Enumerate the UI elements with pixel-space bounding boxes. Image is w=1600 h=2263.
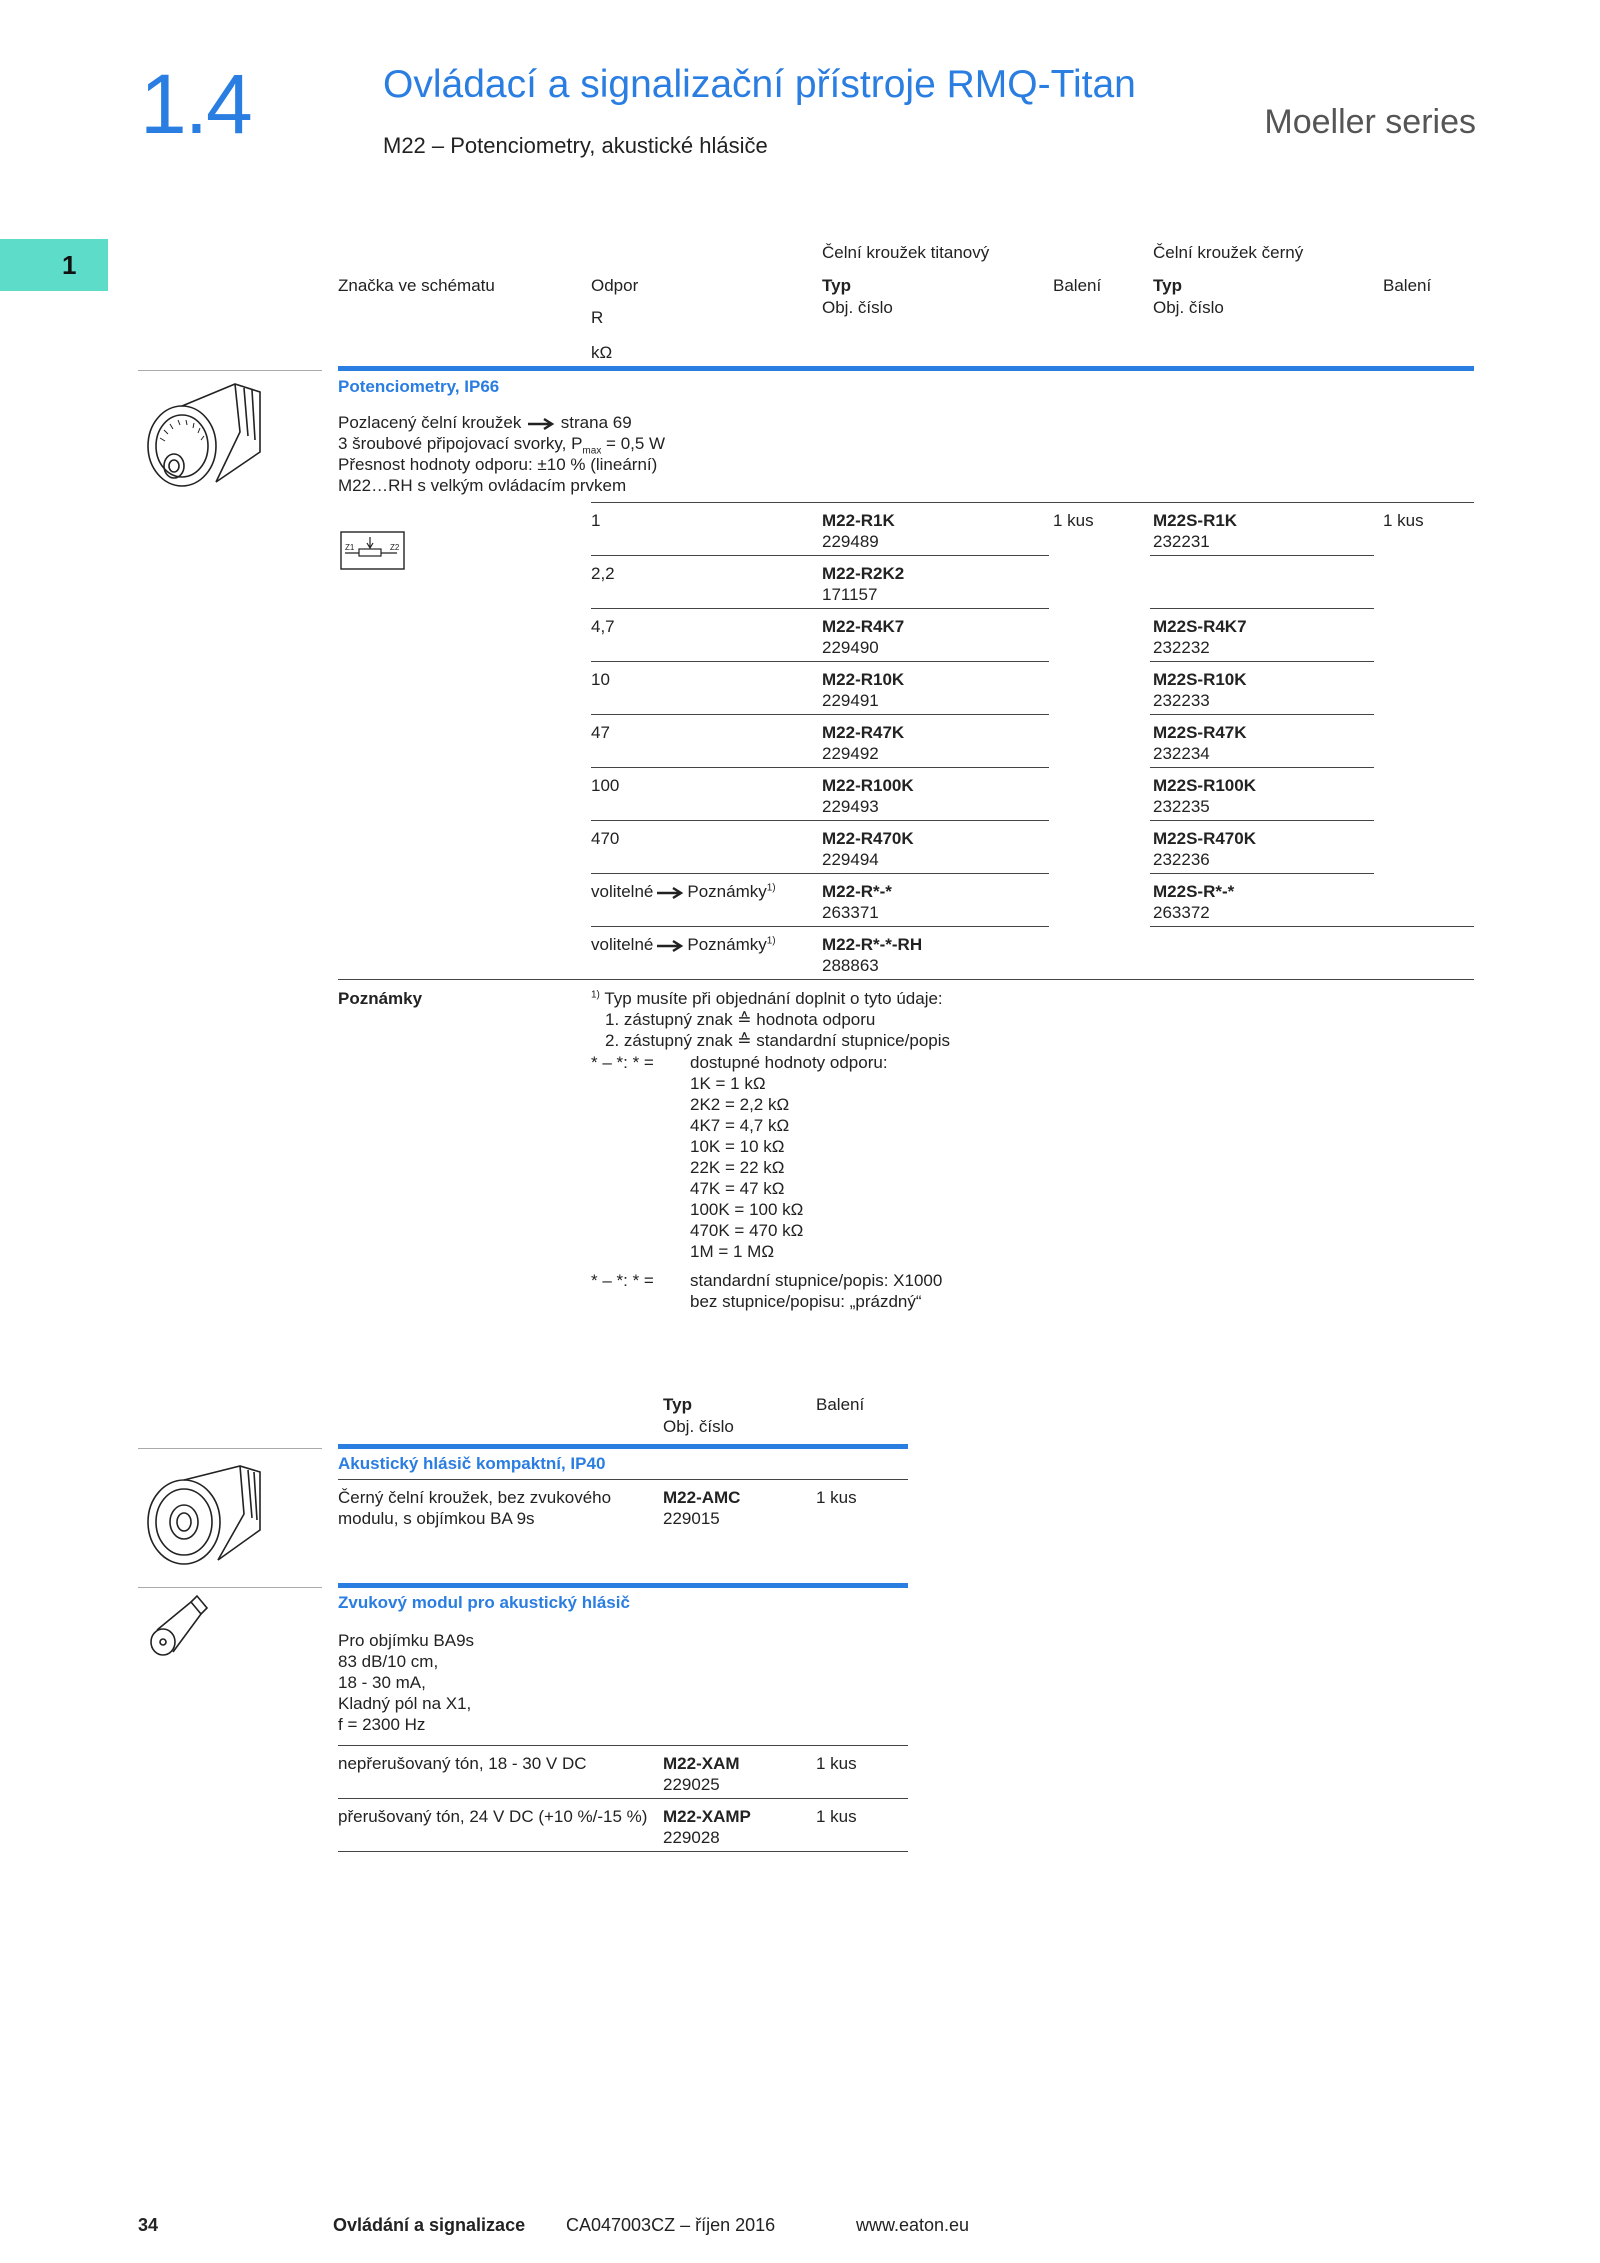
notes-values [690,1052,888,1262]
footer-title: Ovládání a signalizace [333,2215,526,2235]
order-number-titan: 263371 [822,903,879,922]
notes-value-line: 47K = 47 kΩ [690,1179,785,1198]
section-potentiometers-title: Potenciometry, IP66 [338,377,500,396]
table-top-rule [591,502,1474,503]
type-titan[interactable]: M22-R1K [822,511,895,530]
notes-key-2: * – *: * = [591,1271,654,1290]
buzzer-header-rule [338,1444,908,1449]
page-subtitle: M22 – Potenciometry, akustické hlásiče [383,133,768,158]
row-rule [1150,714,1374,715]
order-number-black: 232233 [1153,691,1210,710]
side-tab-number: 1 [62,250,77,280]
sound-module-image [145,1592,225,1662]
buzzer-item1-typ[interactable]: M22-AMC [663,1488,741,1507]
type-titan[interactable]: M22-R47K [822,723,905,742]
col-baleni-1: Balení [1053,276,1102,295]
resistance-value: 2,2 [591,564,615,583]
order-number-titan: 229494 [822,850,879,869]
notes-reference-sup: 1) [766,882,776,894]
resistance-value: 1 [591,511,601,530]
type-black[interactable]: M22S-R4K7 [1153,617,1247,636]
notes-key-1: * – *: * = [591,1053,654,1072]
row-rule [591,873,1049,874]
image-rule [138,370,322,371]
module-row-typ[interactable]: M22-XAMP [663,1807,751,1826]
series-label: Moeller series [1264,103,1476,141]
row-rule [1150,873,1374,874]
module-desc-line: f = 2300 Hz [338,1715,426,1734]
row-rule [1150,608,1374,609]
potentiometer-image [140,374,270,494]
col-typ-1: Typ [822,276,851,295]
module-row-typ[interactable]: M22-XAM [663,1754,740,1773]
col-r: R [591,308,604,327]
order-number-titan: 171157 [822,585,878,604]
buzzer-item1-desc2: modulu, s objímkou BA 9s [338,1509,535,1528]
resistance-value: 10 [591,670,610,689]
row-rule [591,608,1049,609]
notes-value-line: 2K2 = 2,2 kΩ [690,1095,790,1114]
module-row-desc: přerušovaný tón, 24 V DC (+10 %/-15 %) [338,1807,648,1826]
arrow-right-icon [655,939,685,953]
pot-desc-ring: Pozlacený čelní kroužek [338,413,522,432]
module-desc-line: 18 - 30 mA, [338,1673,426,1692]
notes-sup: 1) [591,989,600,1001]
type-titan[interactable]: M22-R*-* [822,882,892,901]
pot-desc-line1 [338,412,632,433]
type-black[interactable]: M22S-R47K [1153,723,1247,742]
chapter-side-tab[interactable] [0,239,108,291]
module-row-rule [338,1798,908,1799]
symbol-z1: Z1 [345,543,355,552]
packaging-titan: 1 kus [1053,511,1094,530]
notes-reference-sup: 1) [766,935,776,947]
buzzer-col-typ: Typ [663,1395,692,1414]
footer-url[interactable]: www.eaton.eu [856,2215,970,2235]
type-titan[interactable]: M22-R2K2 [822,564,905,583]
module-row-obj: 229028 [663,1828,720,1847]
packaging-black: 1 kus [1383,511,1424,530]
row-rule [591,555,1049,556]
arrow-right-icon [655,886,685,900]
order-number-titan: 229492 [822,744,879,763]
notes-label: Poznámky [338,989,423,1008]
col-typ-2: Typ [1153,276,1182,295]
notes-line-1 [591,988,950,1009]
notes-line-2: 1. zástupný znak ≙ hodnota odporu [605,1010,876,1029]
order-number-black: 232234 [1153,744,1210,763]
row-rule [591,767,1049,768]
notes-scale-2: bez stupnice/popisu: „prázdný“ [690,1292,922,1311]
order-number-black: 232236 [1153,850,1210,869]
col-obj-2: Obj. číslo [1153,298,1224,317]
row-rule [591,820,1049,821]
module-row-baleni: 1 kus [816,1754,857,1773]
resistance-value: 4,7 [591,617,615,636]
header-rule [338,366,1474,371]
resistance-value: 470 [591,829,620,848]
notes-value-line: 1K = 1 kΩ [690,1074,766,1093]
type-titan[interactable]: M22-R100K [822,776,914,795]
order-number-titan: 229490 [822,638,879,657]
order-number-titan: 229491 [822,691,879,710]
col-baleni-2: Balení [1383,276,1432,295]
order-number-titan: 229489 [822,532,879,551]
order-number-black: 263372 [1153,903,1210,922]
type-black[interactable]: M22S-R*-* [1153,882,1235,901]
col-symbol: Značka ve schématu [338,276,495,295]
type-black[interactable]: M22S-R1K [1153,511,1238,530]
module-row-obj: 229025 [663,1775,720,1794]
order-number-black: 232235 [1153,797,1210,816]
module-top-rule [338,1745,908,1746]
notes-reference-link[interactable]: Poznámky [687,882,767,901]
notes-value-line: 470K = 470 kΩ [690,1221,804,1240]
col-obj-1: Obj. číslo [822,298,893,317]
pot-desc-terminals: 3 šroubové připojovací svorky, P [338,434,583,453]
pot-desc-line2 [338,433,666,457]
optional-label [591,881,776,902]
row-rule [1150,926,1474,927]
module-desc [338,1630,474,1735]
order-number-black: 232232 [1153,638,1210,657]
module-row-desc: nepřerušovaný tón, 18 - 30 V DC [338,1754,587,1773]
order-number-titan: 229493 [822,797,879,816]
resistance-value: 100 [591,776,620,795]
notes-value-line: 10K = 10 kΩ [690,1137,785,1156]
optional-label [591,934,776,955]
arrow-right-icon [526,417,556,431]
pot-desc-page-link[interactable]: strana 69 [560,413,632,432]
table-bottom-rule [338,979,1474,980]
notes-value-line: 100K = 100 kΩ [690,1200,804,1219]
pot-desc-pmax-sub: max [582,445,602,457]
buzzer-image-rule [138,1448,322,1449]
group-titan: Čelní kroužek titanový [822,243,990,262]
type-black[interactable]: M22S-R470K [1153,829,1256,848]
row-rule [591,661,1049,662]
notes-value-line: 1M = 1 MΩ [690,1242,775,1261]
row-rule [1150,767,1374,768]
page-title: Ovládací a signalizační přístroje RMQ-Titan [383,63,1136,106]
col-unit: kΩ [591,343,613,362]
notes-value-line: 22K = 22 kΩ [690,1158,785,1177]
buzzer-item1-desc1: Černý čelní kroužek, bez zvukového [338,1488,612,1507]
type-titan[interactable]: M22-R470K [822,829,914,848]
module-row-baleni: 1 kus [816,1807,857,1826]
order-number-black: 232231 [1153,532,1210,551]
buzzer-row-rule [338,1479,908,1480]
type-titan[interactable]: M22-R10K [822,670,905,689]
buzzer-image [140,1452,270,1572]
type-black[interactable]: M22S-R100K [1153,776,1256,795]
group-black: Čelní kroužek černý [1153,243,1304,262]
notes-line-3: 2. zástupný znak ≙ standardní stupnice/popis [605,1031,951,1050]
row-rule [591,714,1049,715]
type-black[interactable]: M22S-R10K [1153,670,1247,689]
pot-desc-line3: Přesnost hodnoty odporu: ±10 % (lineární) [338,455,658,474]
module-desc-line: Kladný pól na X1, [338,1694,472,1713]
buzzer-col-baleni: Balení [816,1395,865,1414]
section-module-title: Zvukový modul pro akustický hlásič [338,1593,630,1612]
row-rule [1150,555,1374,556]
col-odpor: Odpor [591,276,639,295]
row-rule [591,926,1049,927]
buzzer-item1-baleni: 1 kus [816,1488,857,1507]
notes-intro: Typ musíte při objednání doplnit o tyto údaje: [599,989,943,1008]
pot-desc-line4: M22…RH s velkým ovládacím prvkem [338,476,627,495]
module-row-rule [338,1851,908,1852]
resistance-value: 47 [591,723,610,742]
notes-value-line: dostupné hodnoty odporu: [690,1053,888,1072]
notes-scale-1: standardní stupnice/popis: X1000 [690,1271,943,1290]
order-number-titan: 288863 [822,956,879,975]
notes-value-line: 4K7 = 4,7 kΩ [690,1116,790,1135]
module-image-rule [138,1587,322,1588]
module-header-rule [338,1583,908,1588]
section-buzzer-title: Akustický hlásič kompaktní, IP40 [338,1454,606,1473]
potentiometer-symbol-icon [340,531,406,571]
row-rule [1150,661,1374,662]
buzzer-item1-obj: 229015 [663,1509,720,1528]
symbol-z2: Z2 [390,543,400,552]
row-rule [1150,820,1374,821]
footer-page-number: 34 [138,2215,159,2235]
notes-block [591,988,950,1051]
optional-text: volitelné [591,882,654,901]
pot-desc-power: = 0,5 W [601,434,666,453]
buzzer-col-obj: Obj. číslo [663,1417,734,1436]
type-titan[interactable]: M22-R4K7 [822,617,905,636]
optional-text: volitelné [591,935,654,954]
module-desc-line: 83 dB/10 cm, [338,1652,439,1671]
module-desc-line: Pro objímku BA9s [338,1631,475,1650]
notes-reference-link[interactable]: Poznámky [687,935,767,954]
type-titan[interactable]: M22-R*-*-RH [822,935,923,954]
chapter-number: 1.4 [140,57,251,151]
footer-code: CA047003CZ – říjen 2016 [566,2215,776,2235]
